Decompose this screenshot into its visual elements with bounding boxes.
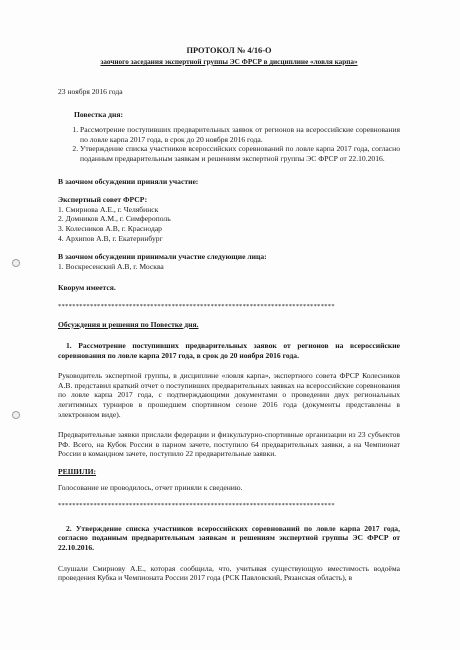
item1-heading: 1. Рассмотрение поступивших предварительных заявок от регионов на всероссийские соревнования по ловле карпа 2017 года, в срок до 20 ноября 2016 года. — [58, 341, 400, 360]
quorum-line: Кворум имеется. — [58, 283, 116, 293]
decision-text: Голосование не проводилось, отчет приняли к сведению. — [58, 482, 243, 492]
paragraph-report: Руководитель экспертной группы, в дисциплине «ловля карпа», экспертного совета ФРСР Колесников А.В. представил краткий отчет о поступивших предварительных заявках на всероссийские соревнования по ловле карпа 2017 года, с подтверждающими документами о проведении двух региональных легитимных турниров в прошедшем спортивном сезоне 2016 года (документы представлены в электронном виде). — [58, 371, 400, 419]
guest-member: 1. Воскресенский А.В, г. Москва — [58, 261, 164, 271]
agenda-item: 2. Утверждение списка участников всероссийских соревнований по ловле карпа 2017 года, согласно поданным предварительным заявкам и решениям экспертной группы ЭС ФРСР от 22.10.2016. — [80, 144, 400, 163]
council-list — [58, 205, 400, 243]
document-body — [58, 46, 400, 583]
guests-list — [58, 262, 400, 272]
paragraph-applications: Предварительные заявки прислали федерации и физкультурно-спортивные организации из 23 субъектов РФ. Всего, на Кубок России в парном зачете, поступило 64 предварительных заявки, а на Чемпионат России в командном зачете, поступило 22 предварительные заявки. — [58, 430, 400, 459]
guests-heading: В заочном обсуждении принимали участие следующие лица: — [58, 252, 267, 262]
protocol-title: ПРОТОКОЛ № 4/16-О — [186, 46, 272, 55]
separator-stars: ****************************************************************************** — [58, 302, 335, 310]
council-member: 3. Колесников А.В, г. Краснодар — [58, 223, 162, 233]
participants-heading: В заочном обсуждении приняли участие: — [58, 176, 199, 186]
punch-hole-bottom — [12, 411, 20, 419]
council-member: 2. Домников А.М., г. Симферополь — [58, 214, 171, 224]
agenda-heading: Повестка дня: — [74, 109, 123, 119]
paragraph-smirnova: Слушали Смирнову А.Е., которая сообщила, что, учитывая существующую вместимость водоёма проведения Кубка и Чемпионата России 2017 года (РСК Павловский, Рязанская область), в — [58, 563, 400, 583]
decided-heading: РЕШИЛИ: — [58, 467, 97, 477]
separator-stars-2: ****************************************************************************** — [58, 502, 335, 510]
council-member: 1. Смирнова А.Е., г. Челябинск — [58, 204, 159, 214]
discussion-heading: Обсуждения и решения по Повестке дня. — [58, 319, 199, 329]
agenda-list — [58, 125, 400, 163]
agenda-item: 1. Рассмотрение поступивших предварительных заявок от регионов на всероссийские соревнования по ловле карпа 2017 года, в срок до 20 ноября 2016 года. — [80, 125, 400, 144]
protocol-subtitle: заочного заседания экспертной группы ЭС ФРСР в дисциплине «ловля карпа» — [100, 58, 358, 66]
council-heading: Экспертный совет ФРСР: — [58, 195, 148, 205]
council-member: 4. Архипов А.В, г. Екатеринбург — [58, 233, 163, 243]
item2-heading: 2. Утверждение списка участников всероссийских соревнований по ловле карпа 2017 года, согласно поданным предварительным заявкам и решениям экспертной группы ЭС ФРСР от 22.10.2016. — [58, 523, 400, 552]
punch-hole-top — [12, 259, 20, 267]
meeting-date: 23 ноября 2016 года — [58, 87, 123, 96]
